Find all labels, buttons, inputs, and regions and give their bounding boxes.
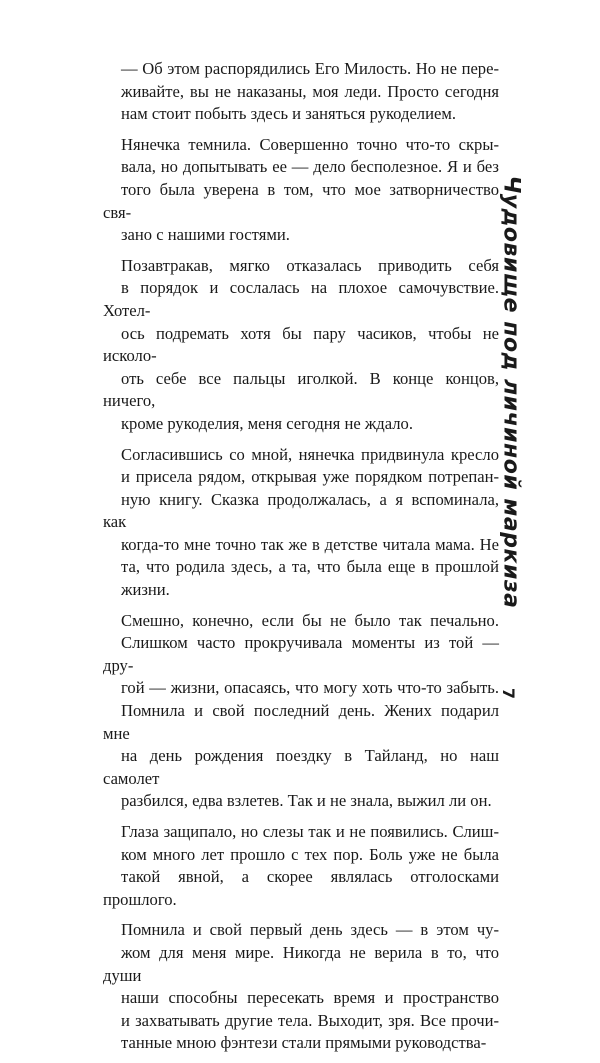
text-line: нам стоит побыть здесь и заняться рукоделием. [121,104,456,124]
text-line: гой — жизни, опасаясь, что могу хоть что-то забыть. [121,678,499,698]
text-line: жом для меня мире. Никогда не верила в то, что души [103,942,499,985]
text-line: оть себе все пальцы иголкой. В конце концов, ничего, [103,368,499,411]
paragraph [103,821,499,911]
text-line: ком много лет прошло с тех пор. Боль уже не была [121,844,499,864]
text-line: живайте, вы не наказаны, моя леди. Просто сегодня [121,81,499,101]
paragraph [103,134,499,247]
text-line: Помнила и свой первый день здесь — в этом чу- [121,920,499,940]
text-line: Слишком часто прокручивала моменты из той — дру- [103,633,499,675]
text-line: в порядок и сослалась на плохое самочувствие. Хотел- [103,278,499,320]
paragraph [103,444,499,602]
paragraph [103,255,499,436]
text-line: Глаза защипало, но слезы так и не появились. Слиш- [121,822,499,841]
page-text [103,58,499,1063]
text-line: Нянечка темнила. Совершенно точно что-то скры- [121,134,499,154]
text-line: наши способны пересекать время и пространство [121,988,499,1008]
text-line: ось подремать хотя бы пару часиков, чтобы не исколо- [103,323,499,366]
text-line: Позавтракав, мягко отказалась приводить себя [121,255,499,275]
page-number: 7 [499,687,519,700]
text-line: Согласившись со мной, нянечка придвинула кресло [121,444,499,464]
text-line: такой явной, а скорее являлась отголосками прошлого. [103,867,499,909]
text-line: Смешно, конечно, если бы не было так печально. [121,610,499,630]
text-line: зано с нашими гостями. [121,225,290,245]
paragraph [103,58,499,126]
text-line: Помнила и свой последний день. Жених подарил мне [103,701,499,743]
text-line: вала, но допытывать ее — дело бесполезное. Я и без [121,157,499,177]
text-line: ную книгу. Сказка продолжалась, а я вспоминала, как [103,489,499,532]
text-line: когда-то мне точно так же в детстве читала мама. Не [121,534,499,554]
paragraph [103,610,499,813]
text-line: и захватывать другие тела. Выходит, зря. Все прочи- [121,1010,499,1030]
text-line: жизни. [121,580,170,600]
text-line: та, что родила здесь, а та, что была еще в прошлой [121,557,499,577]
text-line: и присела рядом, открывая уже порядком потрепан- [121,467,499,487]
book-title-text: Чудовище под личиной маркиза [498,175,524,609]
text-line: того была уверена в том, что мое затворничество свя- [103,179,499,222]
text-line: разбился, едва взлетев. Так и не знала, выжил ли он. [121,791,492,811]
text-line: на день рождения поездку в Тайланд, но наш самолет [103,746,499,788]
text-line: кроме рукоделия, меня сегодня не ждало. [121,413,413,433]
text-line: танные мною фэнтези стали прямыми руководства- [121,1033,487,1053]
paragraph [103,919,499,1055]
text-line: — Об этом распорядились Его Милость. Но не пере- [121,59,499,78]
